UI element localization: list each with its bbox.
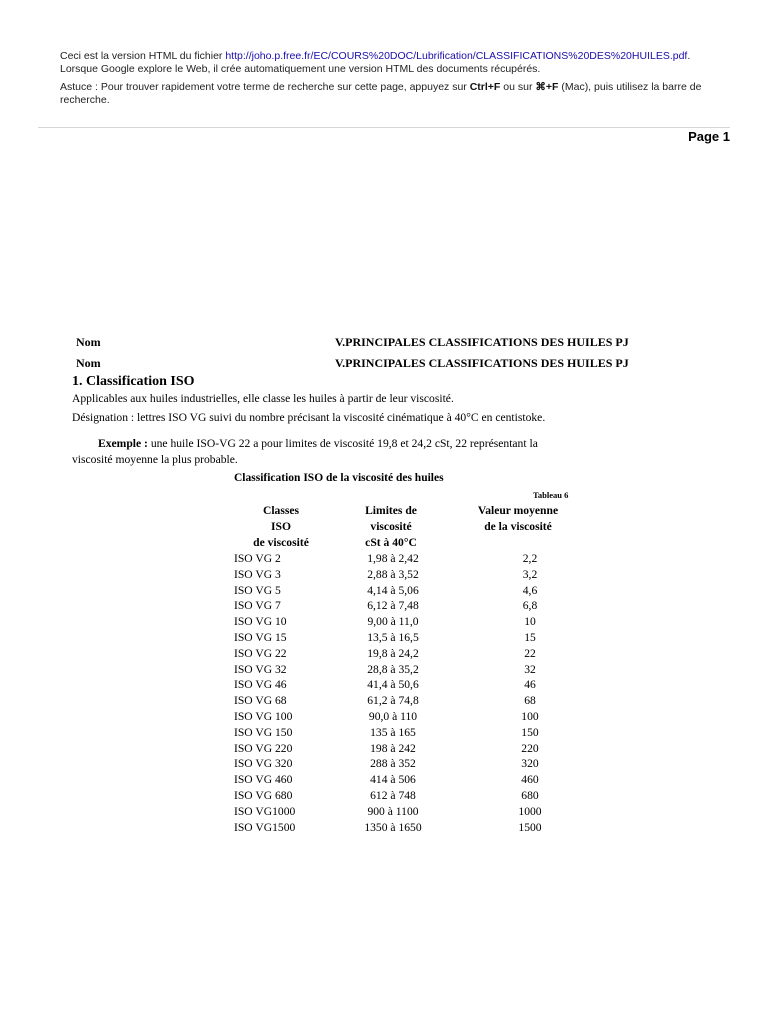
table-cell-limits: 414 à 506	[370, 773, 416, 787]
table-cell-mean: 1000	[518, 804, 542, 818]
header-title: V.PRINCIPALES CLASSIFICATIONS DES HUILES PJ	[335, 356, 629, 370]
table-cell-limits: 28,8 à 35,2	[367, 662, 419, 676]
column-header-line: cSt à 40°C	[365, 536, 417, 549]
table-cell-class: ISO VG 320	[234, 757, 293, 771]
example-label: Exemple :	[98, 437, 148, 450]
table-cell-mean: 15	[524, 631, 536, 644]
paragraph-example	[98, 436, 538, 452]
tip-suffix-text: (Mac), puis utilisez la barre de recherche.	[60, 81, 702, 106]
table-cell-limits: 4,14 à 5,06	[367, 583, 419, 597]
table-cell-class: ISO VG 3	[234, 567, 281, 581]
section-title: 1. Classification ISO	[72, 374, 195, 389]
table-cell-class: ISO VG 7	[234, 599, 281, 613]
table-cell-mean: 4,6	[522, 583, 538, 597]
column-header-line: de viscosité	[253, 536, 309, 549]
table-cell-limits: 9,00 à 11,0	[367, 615, 419, 629]
table-number: Tableau 6	[533, 490, 569, 500]
table-cell-mean: 32	[524, 662, 536, 676]
table-cell-class: ISO VG 150	[234, 725, 293, 739]
table-cell-limits: 288 à 352	[370, 757, 416, 771]
table-cell-class: ISO VG1500	[234, 820, 296, 834]
table-cell-limits: 1,98 à 2,42	[367, 552, 419, 565]
column-header-line: de la viscosité	[484, 520, 552, 533]
table-cell-class: ISO VG 68	[234, 694, 287, 708]
table-cell-class: ISO VG 680	[234, 789, 293, 802]
table-cell-limits: 198 à 242	[370, 741, 416, 755]
example-text: une huile ISO-VG 22 a pour limites de viscosité 19,8 et 24,2 cSt, 22 représentant la	[147, 437, 538, 450]
source-pdf-link[interactable]: http://joho.p.free.fr/EC/COURS%20DOC/Lubrification/CLASSIFICATIONS%20DES%20HUILES.pdf	[225, 50, 688, 62]
header-title: V.PRINCIPALES CLASSIFICATIONS DES HUILES PJ	[335, 335, 629, 349]
table-cell-class: ISO VG 10	[234, 615, 287, 629]
banner-prefix-text: Ceci est la version HTML du fichier	[60, 50, 226, 62]
table-cell-limits: 41,4 à 50,6	[367, 678, 419, 692]
table-cell-limits: 135 à 165	[370, 725, 416, 739]
tip-shortcut-ctrl-f: Ctrl+F	[469, 81, 501, 93]
paragraph-example-continued: viscosité moyenne la plus probable.	[72, 453, 238, 466]
table-cell-class: ISO VG 46	[234, 678, 287, 692]
tip-mid-text: ou sur	[500, 81, 536, 93]
page-number-label: Page 1	[688, 129, 730, 144]
table-cell-mean: 680	[521, 789, 539, 802]
table-cell-mean: 46	[524, 678, 536, 692]
column-header-line: Valeur moyenne	[477, 504, 559, 517]
table-cell-limits: 13,5 à 16,5	[367, 631, 419, 644]
table-cell-limits: 90,0 à 110	[368, 710, 418, 723]
tip-prefix-text: Astuce : Pour trouver rapidement votre terme de recherche sur cette page, appuyez sur	[60, 81, 470, 93]
table-cell-limits: 2,88 à 3,52	[367, 567, 419, 581]
banner-source-line	[60, 50, 710, 63]
table-cell-limits: 19,8 à 24,2	[367, 646, 419, 660]
table-cell-class: ISO VG 460	[234, 773, 293, 787]
table-cell-mean: 3,2	[522, 567, 538, 581]
table-cell-limits: 61,2 à 74,8	[367, 694, 419, 708]
table-cell-class: ISO VG 5	[234, 583, 281, 597]
column-header-classes	[226, 503, 336, 551]
banner-tip	[60, 81, 710, 106]
table-cell-class: ISO VG1000	[234, 804, 296, 818]
table-cell-mean: 6,8	[522, 599, 538, 613]
table-cell-limits: 1350 à 1650	[364, 820, 422, 834]
column-header-mean-value	[458, 503, 578, 535]
table-cell-class: ISO VG 15	[234, 631, 287, 644]
table-cell-mean: 10	[524, 615, 536, 629]
table-cell-limits: 900 à 1100	[367, 804, 419, 818]
paragraph-designation: Désignation : lettres ISO VG suivi du nombre précisant la viscosité cinématique à 40°C en centistoke.	[72, 411, 546, 424]
banner-suffix-text: .	[687, 50, 691, 62]
banner-divider	[38, 127, 730, 128]
table-cell-limits: 6,12 à 7,48	[367, 599, 419, 613]
column-header-line: ISO	[271, 520, 291, 533]
paragraph-applicability: Applicables aux huiles industrielles, elle classe les huiles à partir de leur viscosité.	[72, 392, 454, 405]
table-cell-mean: 150	[521, 725, 539, 739]
table-cell-mean: 460	[521, 773, 539, 787]
column-header-line: Limites de	[365, 504, 417, 517]
table-cell-class: ISO VG 2	[234, 552, 281, 565]
table-cell-mean: 68	[524, 694, 536, 708]
table-caption: Classification ISO de la viscosité des huiles	[234, 472, 444, 484]
column-header-limits	[336, 503, 446, 551]
table-cell-class: ISO VG 220	[234, 741, 293, 755]
header-name-label: Nom	[76, 356, 101, 370]
table-cell-mean: 320	[521, 757, 539, 771]
column-header-line: Classes	[262, 504, 300, 517]
table-cell-mean: 100	[521, 710, 539, 723]
table-cell-class: ISO VG 22	[234, 646, 287, 660]
table-cell-mean: 220	[521, 741, 539, 755]
tip-shortcut-cmd-f: ⌘+F	[535, 81, 559, 93]
banner-explanation: Lorsque Google explore le Web, il crée automatiquement une version HTML des documents récupérés.	[60, 62, 541, 75]
table-cell-class: ISO VG 100	[234, 710, 293, 723]
table-cell-limits: 612 à 748	[370, 789, 416, 802]
table-cell-class: ISO VG 32	[234, 662, 287, 676]
column-header-line: viscosité	[370, 520, 412, 533]
table-cell-mean: 2,2	[522, 552, 538, 565]
header-name-label: Nom	[76, 335, 101, 349]
table-cell-mean: 22	[524, 646, 536, 660]
google-cache-banner	[60, 50, 710, 106]
table-cell-mean: 1500	[518, 820, 542, 834]
